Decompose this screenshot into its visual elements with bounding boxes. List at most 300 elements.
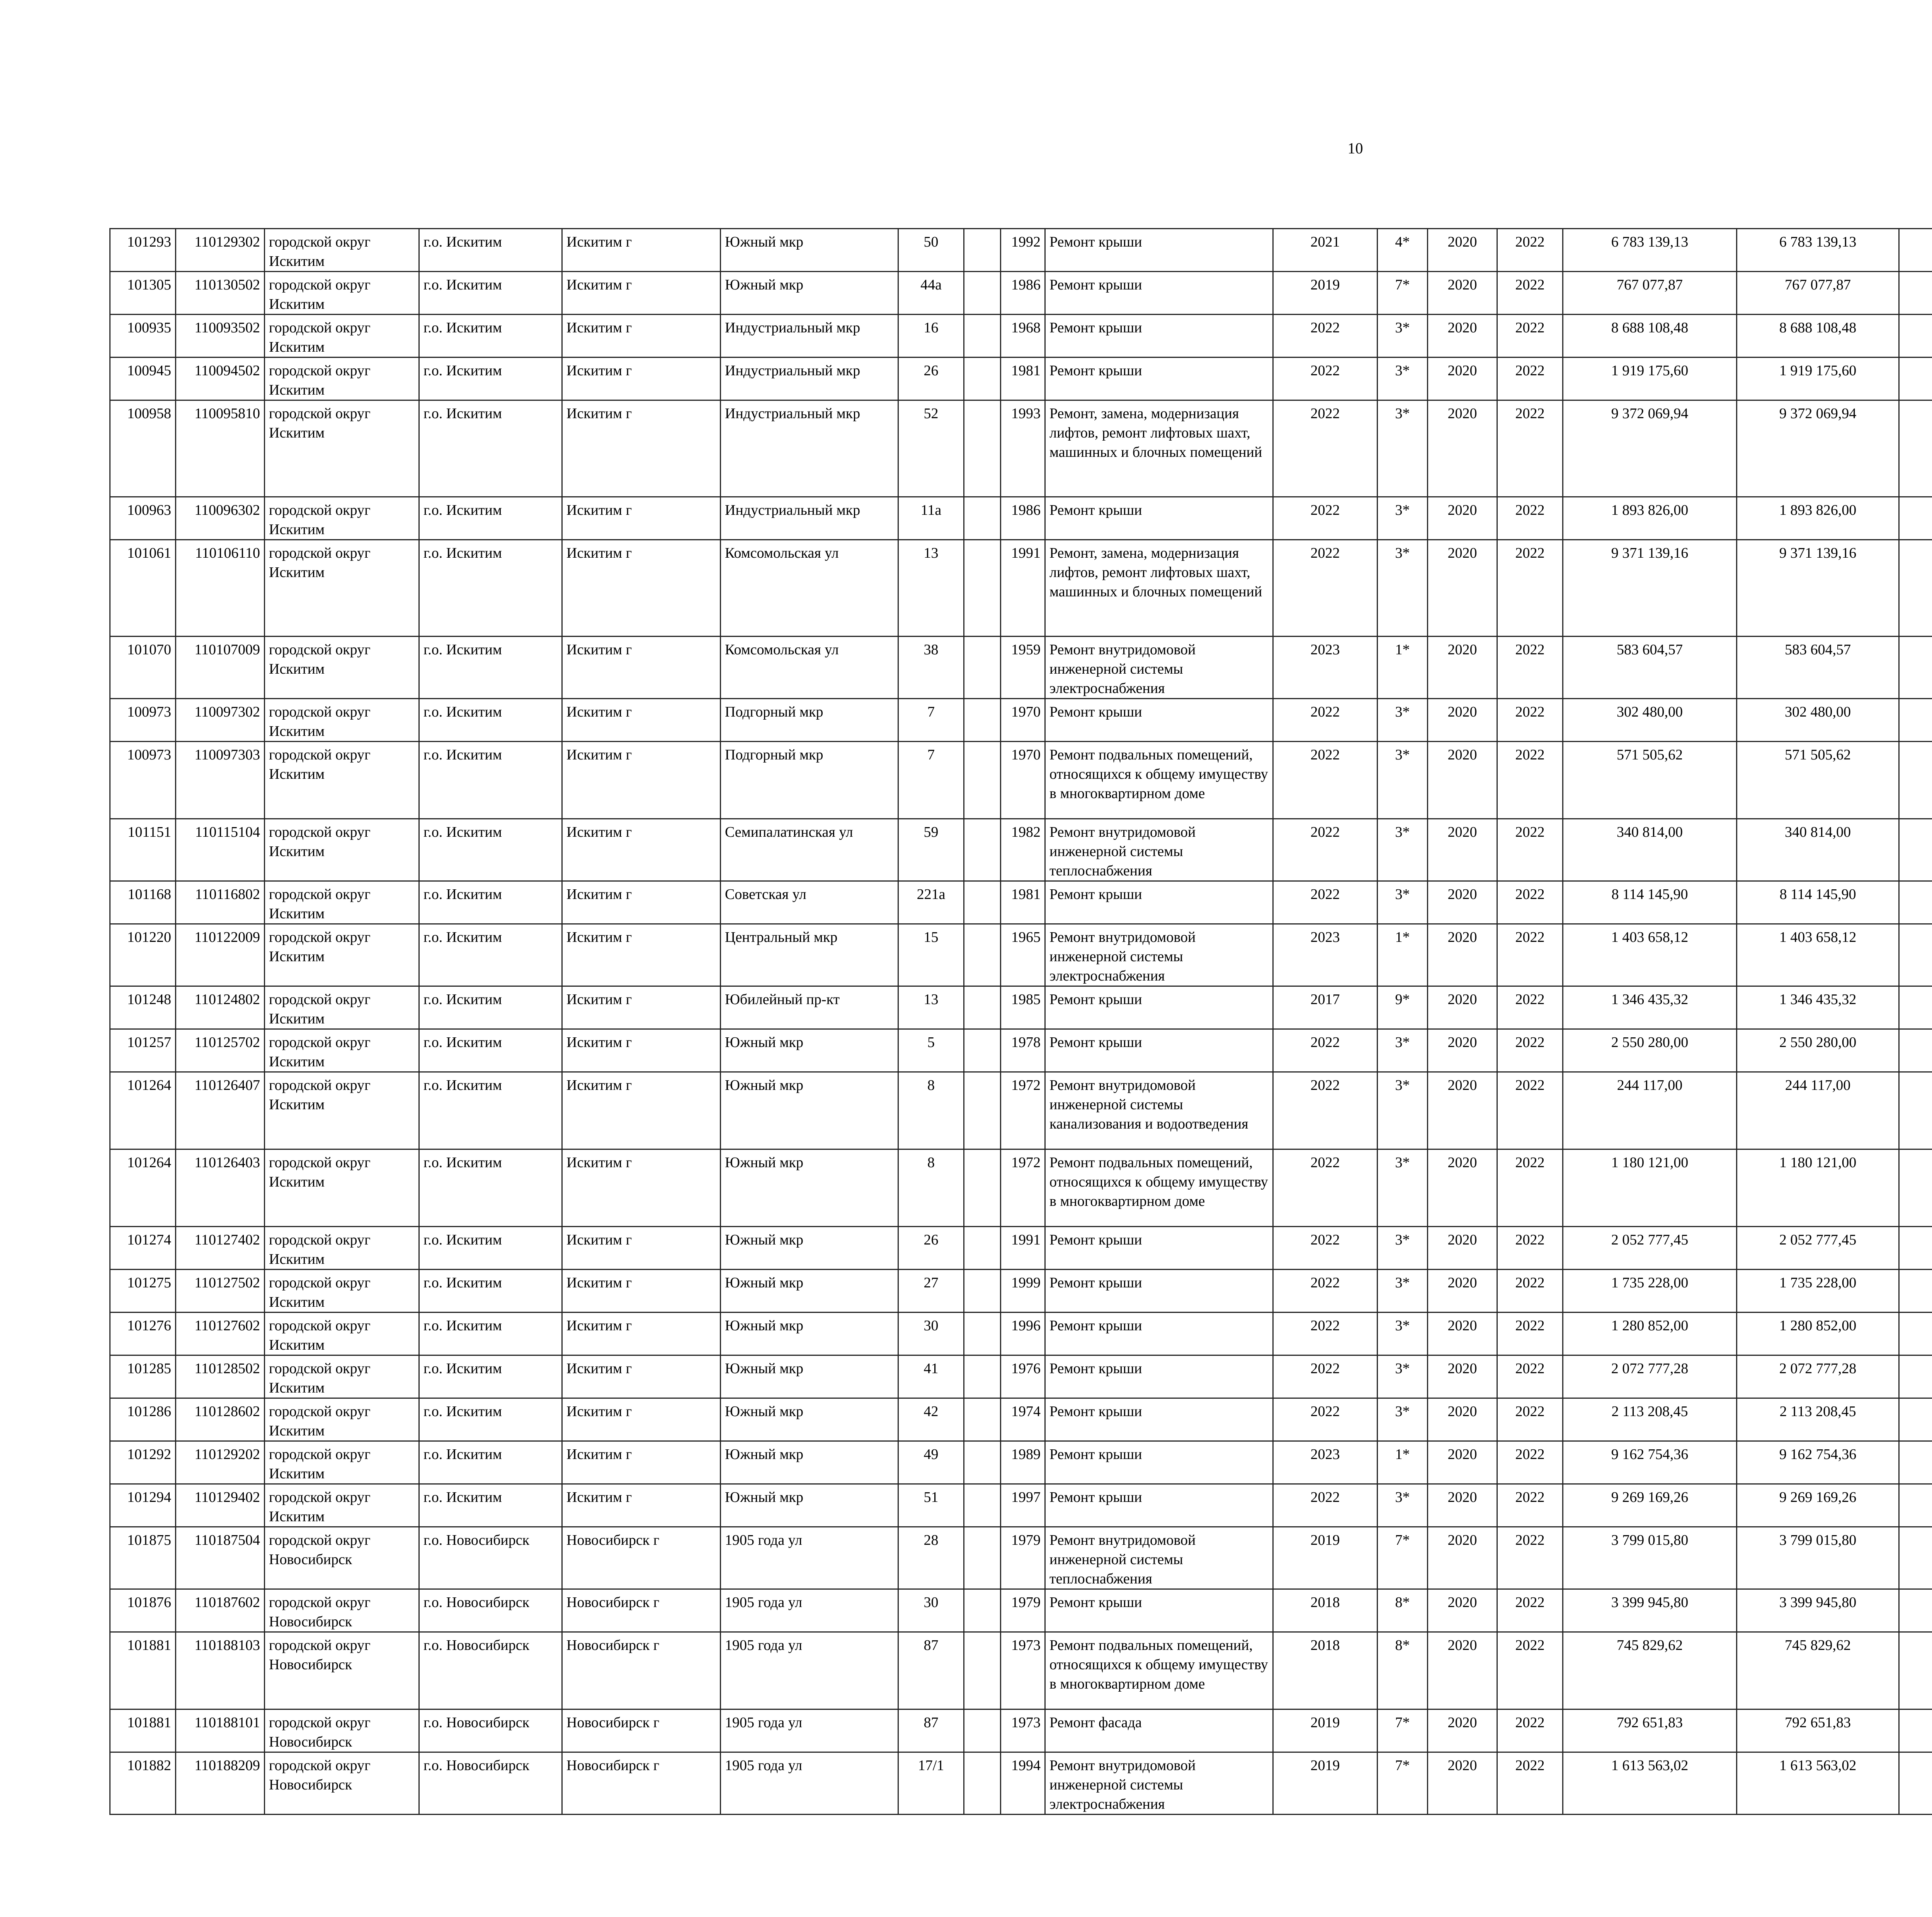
house-number-cell: 51 xyxy=(898,1484,964,1527)
street-cell: Комсомольская ул xyxy=(721,540,898,637)
fund-cost-cell: 767 077,87 xyxy=(1737,272,1899,315)
total-cost-cell: 583 604,57 xyxy=(1563,637,1737,699)
construction-year-cell: 1959 xyxy=(1001,637,1045,699)
total-cost-cell: 1 346 435,32 xyxy=(1563,986,1737,1029)
priority-mark-cell: 3* xyxy=(1378,742,1428,819)
table-row xyxy=(110,1072,1932,1149)
municipality-cell: городской округ Искитим xyxy=(265,1149,419,1227)
total-cost-cell: 571 505,62 xyxy=(1563,742,1737,819)
period-end-cell: 2022 xyxy=(1497,742,1563,819)
period-start-cell: 2020 xyxy=(1428,637,1497,699)
record-id-cell: 101264 xyxy=(110,1149,176,1227)
construction-year-cell: 1992 xyxy=(1001,229,1045,272)
district-cell: г.о. Искитим xyxy=(419,1227,562,1270)
cost-a-cell xyxy=(1899,315,1932,358)
settlement-cell: Искитим г xyxy=(562,699,721,742)
object-code-cell: 110188209 xyxy=(176,1752,265,1815)
work-type-cell: Ремонт крыши xyxy=(1045,699,1273,742)
construction-year-cell: 1968 xyxy=(1001,315,1045,358)
settlement-cell: Искитим г xyxy=(562,881,721,924)
district-cell: г.о. Новосибирск xyxy=(419,1527,562,1589)
plan-year-cell: 2023 xyxy=(1273,924,1378,986)
building-cell xyxy=(964,1270,1001,1313)
page-number: 10 xyxy=(1347,140,1363,157)
building-cell xyxy=(964,1072,1001,1149)
plan-year-cell: 2022 xyxy=(1273,881,1378,924)
period-end-cell: 2022 xyxy=(1497,1632,1563,1709)
house-number-cell: 30 xyxy=(898,1589,964,1632)
fund-cost-cell: 9 269 169,26 xyxy=(1737,1484,1899,1527)
cost-a-cell xyxy=(1899,986,1932,1029)
street-cell: Советская ул xyxy=(721,881,898,924)
plan-year-cell: 2023 xyxy=(1273,1441,1378,1484)
district-cell: г.о. Искитим xyxy=(419,986,562,1029)
house-number-cell: 11а xyxy=(898,497,964,540)
record-id-cell: 100958 xyxy=(110,400,176,497)
construction-year-cell: 1994 xyxy=(1001,1752,1045,1815)
work-type-cell: Ремонт крыши xyxy=(1045,1270,1273,1313)
fund-cost-cell: 583 604,57 xyxy=(1737,637,1899,699)
period-end-cell: 2022 xyxy=(1497,1029,1563,1072)
construction-year-cell: 1986 xyxy=(1001,272,1045,315)
settlement-cell: Искитим г xyxy=(562,400,721,497)
object-code-cell: 110125702 xyxy=(176,1029,265,1072)
house-number-cell: 41 xyxy=(898,1355,964,1398)
table-row xyxy=(110,315,1932,358)
period-start-cell: 2020 xyxy=(1428,986,1497,1029)
total-cost-cell: 9 162 754,36 xyxy=(1563,1441,1737,1484)
total-cost-cell: 2 072 777,28 xyxy=(1563,1355,1737,1398)
priority-mark-cell: 3* xyxy=(1378,1270,1428,1313)
settlement-cell: Искитим г xyxy=(562,358,721,400)
object-code-cell: 110126403 xyxy=(176,1149,265,1227)
period-start-cell: 2020 xyxy=(1428,1441,1497,1484)
record-id-cell: 101151 xyxy=(110,819,176,881)
fund-cost-cell: 2 550 280,00 xyxy=(1737,1029,1899,1072)
house-number-cell: 221а xyxy=(898,881,964,924)
record-id-cell: 101881 xyxy=(110,1709,176,1752)
house-number-cell: 5 xyxy=(898,1029,964,1072)
cost-a-cell xyxy=(1899,1029,1932,1072)
street-cell: 1905 года ул xyxy=(721,1752,898,1815)
municipality-cell: городской округ Искитим xyxy=(265,986,419,1029)
cost-a-cell xyxy=(1899,400,1932,497)
priority-mark-cell: 3* xyxy=(1378,315,1428,358)
building-cell xyxy=(964,497,1001,540)
street-cell: Южный мкр xyxy=(721,1029,898,1072)
total-cost-cell: 340 814,00 xyxy=(1563,819,1737,881)
district-cell: г.о. Искитим xyxy=(419,1398,562,1441)
cost-a-cell xyxy=(1899,1355,1932,1398)
table-row xyxy=(110,637,1932,699)
cost-a-cell xyxy=(1899,699,1932,742)
settlement-cell: Искитим г xyxy=(562,1398,721,1441)
fund-cost-cell: 302 480,00 xyxy=(1737,699,1899,742)
priority-mark-cell: 7* xyxy=(1378,272,1428,315)
total-cost-cell: 1 180 121,00 xyxy=(1563,1149,1737,1227)
plan-year-cell: 2019 xyxy=(1273,1752,1378,1815)
object-code-cell: 110129402 xyxy=(176,1484,265,1527)
district-cell: г.о. Искитим xyxy=(419,699,562,742)
house-number-cell: 16 xyxy=(898,315,964,358)
object-code-cell: 110106110 xyxy=(176,540,265,637)
street-cell: Индустриальный мкр xyxy=(721,315,898,358)
period-end-cell: 2022 xyxy=(1497,540,1563,637)
street-cell: Индустриальный мкр xyxy=(721,400,898,497)
plan-year-cell: 2019 xyxy=(1273,1527,1378,1589)
building-cell xyxy=(964,315,1001,358)
total-cost-cell: 2 113 208,45 xyxy=(1563,1398,1737,1441)
table-row xyxy=(110,1355,1932,1398)
period-end-cell: 2022 xyxy=(1497,1527,1563,1589)
district-cell: г.о. Искитим xyxy=(419,881,562,924)
district-cell: г.о. Искитим xyxy=(419,819,562,881)
municipality-cell: городской округ Искитим xyxy=(265,881,419,924)
period-start-cell: 2020 xyxy=(1428,540,1497,637)
municipality-cell: городской округ Искитим xyxy=(265,400,419,497)
cost-a-cell xyxy=(1899,540,1932,637)
total-cost-cell: 792 651,83 xyxy=(1563,1709,1737,1752)
district-cell: г.о. Новосибирск xyxy=(419,1709,562,1752)
building-cell xyxy=(964,742,1001,819)
building-cell xyxy=(964,637,1001,699)
plan-year-cell: 2022 xyxy=(1273,742,1378,819)
plan-year-cell: 2022 xyxy=(1273,1227,1378,1270)
municipality-cell: городской округ Искитим xyxy=(265,358,419,400)
total-cost-cell: 1 613 563,02 xyxy=(1563,1752,1737,1815)
house-number-cell: 26 xyxy=(898,358,964,400)
district-cell: г.о. Искитим xyxy=(419,1149,562,1227)
fund-cost-cell: 3 399 945,80 xyxy=(1737,1589,1899,1632)
priority-mark-cell: 3* xyxy=(1378,1029,1428,1072)
object-code-cell: 110187504 xyxy=(176,1527,265,1589)
priority-mark-cell: 3* xyxy=(1378,819,1428,881)
municipality-cell: городской округ Новосибирск xyxy=(265,1709,419,1752)
settlement-cell: Искитим г xyxy=(562,1355,721,1398)
table-row xyxy=(110,1752,1932,1815)
plan-year-cell: 2018 xyxy=(1273,1632,1378,1709)
settlement-cell: Искитим г xyxy=(562,272,721,315)
settlement-cell: Искитим г xyxy=(562,1072,721,1149)
priority-mark-cell: 7* xyxy=(1378,1752,1428,1815)
total-cost-cell: 745 829,62 xyxy=(1563,1632,1737,1709)
fund-cost-cell: 571 505,62 xyxy=(1737,742,1899,819)
total-cost-cell: 9 269 169,26 xyxy=(1563,1484,1737,1527)
period-start-cell: 2020 xyxy=(1428,881,1497,924)
table-row xyxy=(110,986,1932,1029)
construction-year-cell: 1989 xyxy=(1001,1441,1045,1484)
house-number-cell: 30 xyxy=(898,1313,964,1355)
building-cell xyxy=(964,1527,1001,1589)
building-cell xyxy=(964,540,1001,637)
house-number-cell: 38 xyxy=(898,637,964,699)
municipality-cell: городской округ Искитим xyxy=(265,1270,419,1313)
fund-cost-cell: 1 893 826,00 xyxy=(1737,497,1899,540)
table-row xyxy=(110,1313,1932,1355)
priority-mark-cell: 3* xyxy=(1378,497,1428,540)
street-cell: Южный мкр xyxy=(721,1484,898,1527)
priority-mark-cell: 3* xyxy=(1378,358,1428,400)
period-start-cell: 2020 xyxy=(1428,1527,1497,1589)
fund-cost-cell: 1 280 852,00 xyxy=(1737,1313,1899,1355)
house-number-cell: 13 xyxy=(898,986,964,1029)
object-code-cell: 110097302 xyxy=(176,699,265,742)
period-start-cell: 2020 xyxy=(1428,497,1497,540)
municipality-cell: городской округ Искитим xyxy=(265,1029,419,1072)
house-number-cell: 15 xyxy=(898,924,964,986)
district-cell: г.о. Искитим xyxy=(419,924,562,986)
table-row xyxy=(110,1589,1932,1632)
house-number-cell: 27 xyxy=(898,1270,964,1313)
district-cell: г.о. Искитим xyxy=(419,742,562,819)
object-code-cell: 110124802 xyxy=(176,986,265,1029)
plan-year-cell: 2022 xyxy=(1273,1484,1378,1527)
period-start-cell: 2020 xyxy=(1428,1484,1497,1527)
period-end-cell: 2022 xyxy=(1497,358,1563,400)
period-start-cell: 2020 xyxy=(1428,272,1497,315)
fund-cost-cell: 9 372 069,94 xyxy=(1737,400,1899,497)
work-type-cell: Ремонт крыши xyxy=(1045,1029,1273,1072)
house-number-cell: 26 xyxy=(898,1227,964,1270)
cost-a-cell xyxy=(1899,1227,1932,1270)
work-type-cell: Ремонт крыши xyxy=(1045,229,1273,272)
table-row xyxy=(110,229,1932,272)
record-id-cell: 101248 xyxy=(110,986,176,1029)
priority-mark-cell: 7* xyxy=(1378,1709,1428,1752)
period-end-cell: 2022 xyxy=(1497,229,1563,272)
object-code-cell: 110122009 xyxy=(176,924,265,986)
period-start-cell: 2020 xyxy=(1428,924,1497,986)
construction-year-cell: 1999 xyxy=(1001,1270,1045,1313)
settlement-cell: Искитим г xyxy=(562,229,721,272)
house-number-cell: 44а xyxy=(898,272,964,315)
record-id-cell: 101274 xyxy=(110,1227,176,1270)
object-code-cell: 110094502 xyxy=(176,358,265,400)
plan-year-cell: 2022 xyxy=(1273,1072,1378,1149)
fund-cost-cell: 244 117,00 xyxy=(1737,1072,1899,1149)
work-type-cell: Ремонт крыши xyxy=(1045,1441,1273,1484)
total-cost-cell: 1 403 658,12 xyxy=(1563,924,1737,986)
record-id-cell: 101168 xyxy=(110,881,176,924)
priority-mark-cell: 3* xyxy=(1378,1313,1428,1355)
table-row xyxy=(110,540,1932,637)
district-cell: г.о. Искитим xyxy=(419,1270,562,1313)
record-id-cell: 101264 xyxy=(110,1072,176,1149)
period-start-cell: 2020 xyxy=(1428,358,1497,400)
fund-cost-cell: 1 613 563,02 xyxy=(1737,1752,1899,1815)
municipality-cell: городской округ Искитим xyxy=(265,229,419,272)
house-number-cell: 17/1 xyxy=(898,1752,964,1815)
work-type-cell: Ремонт подвальных помещений, относящихся к общему имуществу в многоквартирном доме xyxy=(1045,1149,1273,1227)
fund-cost-cell: 1 403 658,12 xyxy=(1737,924,1899,986)
work-type-cell: Ремонт крыши xyxy=(1045,1313,1273,1355)
cost-a-cell xyxy=(1899,1709,1932,1752)
period-end-cell: 2022 xyxy=(1497,1709,1563,1752)
settlement-cell: Искитим г xyxy=(562,1227,721,1270)
construction-year-cell: 1973 xyxy=(1001,1632,1045,1709)
plan-year-cell: 2022 xyxy=(1273,358,1378,400)
priority-mark-cell: 3* xyxy=(1378,1072,1428,1149)
settlement-cell: Искитим г xyxy=(562,540,721,637)
plan-year-cell: 2021 xyxy=(1273,229,1378,272)
house-number-cell: 28 xyxy=(898,1527,964,1589)
period-start-cell: 2020 xyxy=(1428,1227,1497,1270)
cost-a-cell xyxy=(1899,1441,1932,1484)
record-id-cell: 101876 xyxy=(110,1589,176,1632)
street-cell: 1905 года ул xyxy=(721,1527,898,1589)
record-id-cell: 100973 xyxy=(110,742,176,819)
house-number-cell: 8 xyxy=(898,1072,964,1149)
total-cost-cell: 9 372 069,94 xyxy=(1563,400,1737,497)
table-row xyxy=(110,358,1932,400)
table-row xyxy=(110,400,1932,497)
object-code-cell: 110097303 xyxy=(176,742,265,819)
period-start-cell: 2020 xyxy=(1428,229,1497,272)
district-cell: г.о. Искитим xyxy=(419,315,562,358)
period-start-cell: 2020 xyxy=(1428,1355,1497,1398)
object-code-cell: 110188101 xyxy=(176,1709,265,1752)
cost-a-cell xyxy=(1899,1072,1932,1149)
cost-a-cell xyxy=(1899,924,1932,986)
street-cell: Подгорный мкр xyxy=(721,742,898,819)
fund-cost-cell: 1 180 121,00 xyxy=(1737,1149,1899,1227)
district-cell: г.о. Искитим xyxy=(419,1313,562,1355)
table-row xyxy=(110,1029,1932,1072)
object-code-cell: 110115104 xyxy=(176,819,265,881)
fund-cost-cell: 745 829,62 xyxy=(1737,1632,1899,1709)
plan-year-cell: 2022 xyxy=(1273,1355,1378,1398)
plan-year-cell: 2022 xyxy=(1273,819,1378,881)
cost-a-cell xyxy=(1899,497,1932,540)
period-end-cell: 2022 xyxy=(1497,1227,1563,1270)
building-cell xyxy=(964,819,1001,881)
work-type-cell: Ремонт крыши xyxy=(1045,881,1273,924)
object-code-cell: 110129202 xyxy=(176,1441,265,1484)
plan-year-cell: 2022 xyxy=(1273,699,1378,742)
municipality-cell: городской округ Искитим xyxy=(265,637,419,699)
priority-mark-cell: 3* xyxy=(1378,400,1428,497)
work-type-cell: Ремонт фасада xyxy=(1045,1709,1273,1752)
total-cost-cell: 8 114 145,90 xyxy=(1563,881,1737,924)
building-cell xyxy=(964,1441,1001,1484)
period-end-cell: 2022 xyxy=(1497,881,1563,924)
street-cell: 1905 года ул xyxy=(721,1632,898,1709)
record-id-cell: 101305 xyxy=(110,272,176,315)
construction-year-cell: 1985 xyxy=(1001,986,1045,1029)
street-cell: Южный мкр xyxy=(721,1149,898,1227)
table-row xyxy=(110,742,1932,819)
table-row xyxy=(110,1227,1932,1270)
priority-mark-cell: 3* xyxy=(1378,699,1428,742)
municipality-cell: городской округ Искитим xyxy=(265,1484,419,1527)
plan-year-cell: 2017 xyxy=(1273,986,1378,1029)
fund-cost-cell: 2 072 777,28 xyxy=(1737,1355,1899,1398)
cost-a-cell xyxy=(1899,881,1932,924)
work-type-cell: Ремонт, замена, модернизация лифтов, ремонт лифтовых шахт, машинных и блочных помещений xyxy=(1045,540,1273,637)
object-code-cell: 110128502 xyxy=(176,1355,265,1398)
building-cell xyxy=(964,1398,1001,1441)
period-end-cell: 2022 xyxy=(1497,1072,1563,1149)
work-type-cell: Ремонт крыши xyxy=(1045,1398,1273,1441)
record-id-cell: 100963 xyxy=(110,497,176,540)
building-cell xyxy=(964,1484,1001,1527)
table-row xyxy=(110,1527,1932,1589)
object-code-cell: 110188103 xyxy=(176,1632,265,1709)
municipality-cell: городской округ Искитим xyxy=(265,924,419,986)
object-code-cell: 110129302 xyxy=(176,229,265,272)
building-cell xyxy=(964,699,1001,742)
construction-year-cell: 1979 xyxy=(1001,1527,1045,1589)
construction-year-cell: 1970 xyxy=(1001,742,1045,819)
fund-cost-cell: 9 162 754,36 xyxy=(1737,1441,1899,1484)
work-type-cell: Ремонт внутридомовой инженерной системы канализования и водоотведения xyxy=(1045,1072,1273,1149)
district-cell: г.о. Искитим xyxy=(419,1355,562,1398)
street-cell: Комсомольская ул xyxy=(721,637,898,699)
fund-cost-cell: 340 814,00 xyxy=(1737,819,1899,881)
total-cost-cell: 244 117,00 xyxy=(1563,1072,1737,1149)
construction-year-cell: 1981 xyxy=(1001,881,1045,924)
building-cell xyxy=(964,1752,1001,1815)
building-cell xyxy=(964,1709,1001,1752)
settlement-cell: Новосибирск г xyxy=(562,1752,721,1815)
house-number-cell: 50 xyxy=(898,229,964,272)
construction-year-cell: 1972 xyxy=(1001,1149,1045,1227)
settlement-cell: Искитим г xyxy=(562,819,721,881)
priority-mark-cell: 8* xyxy=(1378,1589,1428,1632)
construction-year-cell: 1991 xyxy=(1001,1227,1045,1270)
table-row xyxy=(110,1709,1932,1752)
priority-mark-cell: 1* xyxy=(1378,1441,1428,1484)
settlement-cell: Искитим г xyxy=(562,315,721,358)
settlement-cell: Искитим г xyxy=(562,986,721,1029)
period-end-cell: 2022 xyxy=(1497,1589,1563,1632)
district-cell: г.о. Искитим xyxy=(419,1484,562,1527)
record-id-cell: 100945 xyxy=(110,358,176,400)
street-cell: 1905 года ул xyxy=(721,1709,898,1752)
priority-mark-cell: 1* xyxy=(1378,637,1428,699)
district-cell: г.о. Искитим xyxy=(419,497,562,540)
construction-year-cell: 1981 xyxy=(1001,358,1045,400)
object-code-cell: 110107009 xyxy=(176,637,265,699)
period-start-cell: 2020 xyxy=(1428,742,1497,819)
record-id-cell: 101293 xyxy=(110,229,176,272)
record-id-cell: 101061 xyxy=(110,540,176,637)
period-start-cell: 2020 xyxy=(1428,1029,1497,1072)
construction-year-cell: 1997 xyxy=(1001,1484,1045,1527)
district-cell: г.о. Новосибирск xyxy=(419,1752,562,1815)
object-code-cell: 110127402 xyxy=(176,1227,265,1270)
table-row xyxy=(110,1632,1932,1709)
fund-cost-cell: 6 783 139,13 xyxy=(1737,229,1899,272)
work-type-cell: Ремонт крыши xyxy=(1045,1589,1273,1632)
municipality-cell: городской округ Искитим xyxy=(265,1441,419,1484)
municipality-cell: городской округ Новосибирск xyxy=(265,1527,419,1589)
priority-mark-cell: 7* xyxy=(1378,1527,1428,1589)
house-number-cell: 8 xyxy=(898,1149,964,1227)
object-code-cell: 110095810 xyxy=(176,400,265,497)
record-id-cell: 101292 xyxy=(110,1441,176,1484)
street-cell: Центральный мкр xyxy=(721,924,898,986)
district-cell: г.о. Искитим xyxy=(419,272,562,315)
record-id-cell: 101070 xyxy=(110,637,176,699)
total-cost-cell: 6 783 139,13 xyxy=(1563,229,1737,272)
period-end-cell: 2022 xyxy=(1497,400,1563,497)
municipality-cell: городской округ Искитим xyxy=(265,819,419,881)
work-type-cell: Ремонт крыши xyxy=(1045,497,1273,540)
work-type-cell: Ремонт подвальных помещений, относящихся к общему имуществу в многоквартирном доме xyxy=(1045,1632,1273,1709)
period-start-cell: 2020 xyxy=(1428,1632,1497,1709)
cost-a-cell xyxy=(1899,819,1932,881)
